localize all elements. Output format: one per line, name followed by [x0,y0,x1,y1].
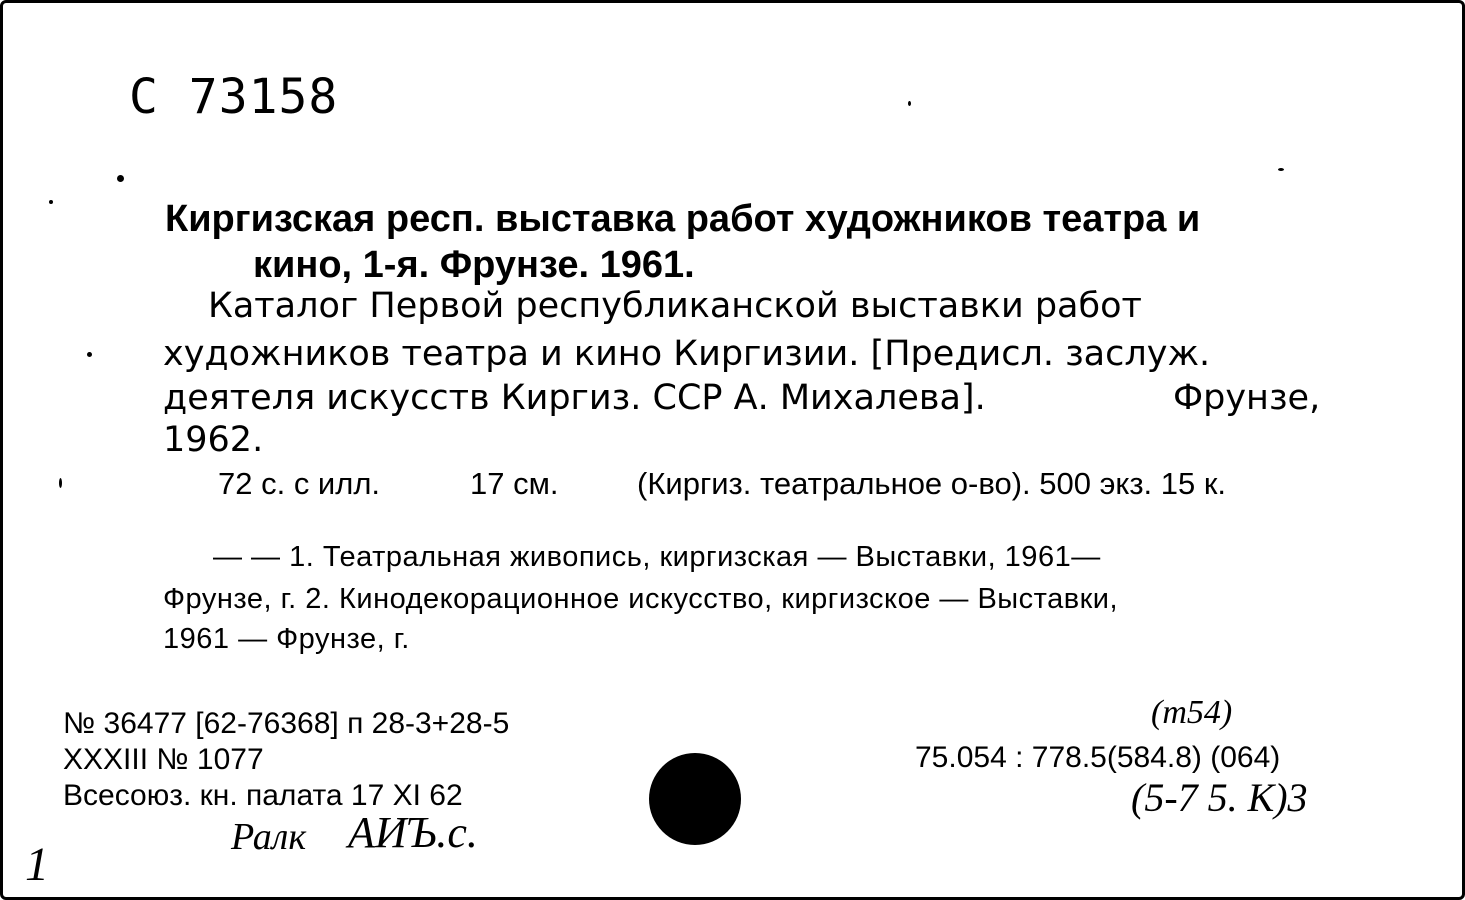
speck [1278,168,1284,171]
publication-place: Фрунзе, [1173,378,1321,418]
registry-line-1: № 36477 [62-76368] п 28-3+28-5 [63,707,510,740]
handwritten-mark-1: Ралк [231,816,307,858]
punch-hole [649,753,741,845]
heading-line-2: кино, 1-я. Фрунзе. 1961. [253,244,695,286]
heading-line-1: Киргизская респ. выставка работ художников театра и [165,198,1201,240]
corner-handwritten-number: 1 [25,838,49,891]
handwritten-mark-2: АИЪ.с. [348,808,478,857]
handwritten-classification-bottom: (5-7 5. К)3 [1131,775,1308,820]
subject-line-1: — — 1. Театральная живопись, киргизская — Выставки, 1961— [213,541,1101,573]
speck [49,200,53,204]
classification-code: 75.054 : 778.5(584.8) (064) [915,741,1281,774]
speck [117,175,124,182]
registry-line-3: Всесоюз. кн. палата 17 XI 62 [63,779,463,812]
subject-line-3: 1961 — Фрунзе, г. [163,623,410,655]
call-number: С 73158 [129,69,339,125]
registry-line-2: XXXIII № 1077 [63,743,264,776]
speck [87,352,92,357]
publisher-print-info: (Киргиз. театральное о-во). 500 экз. 15 к. [637,466,1227,501]
handwritten-classification-top: (т54) [1151,694,1233,731]
speck [59,478,62,488]
pages-info: 72 с. с илл. [218,466,381,501]
speck [908,101,911,106]
subject-line-2: Фрунзе, г. 2. Кинодекорационное искусство, киргизское — Выставки, [163,583,1119,615]
description-line-3: деятеля искусств Киргиз. ССР А. Михалева]. [163,378,986,418]
description-line-1: Каталог Первой республиканской выставки работ [208,286,1142,326]
description-line-4: 1962. [163,420,264,460]
description-line-2: художников театра и кино Киргизии. [Предисл. заслуж. [163,334,1211,374]
size-info: 17 см. [470,466,559,501]
